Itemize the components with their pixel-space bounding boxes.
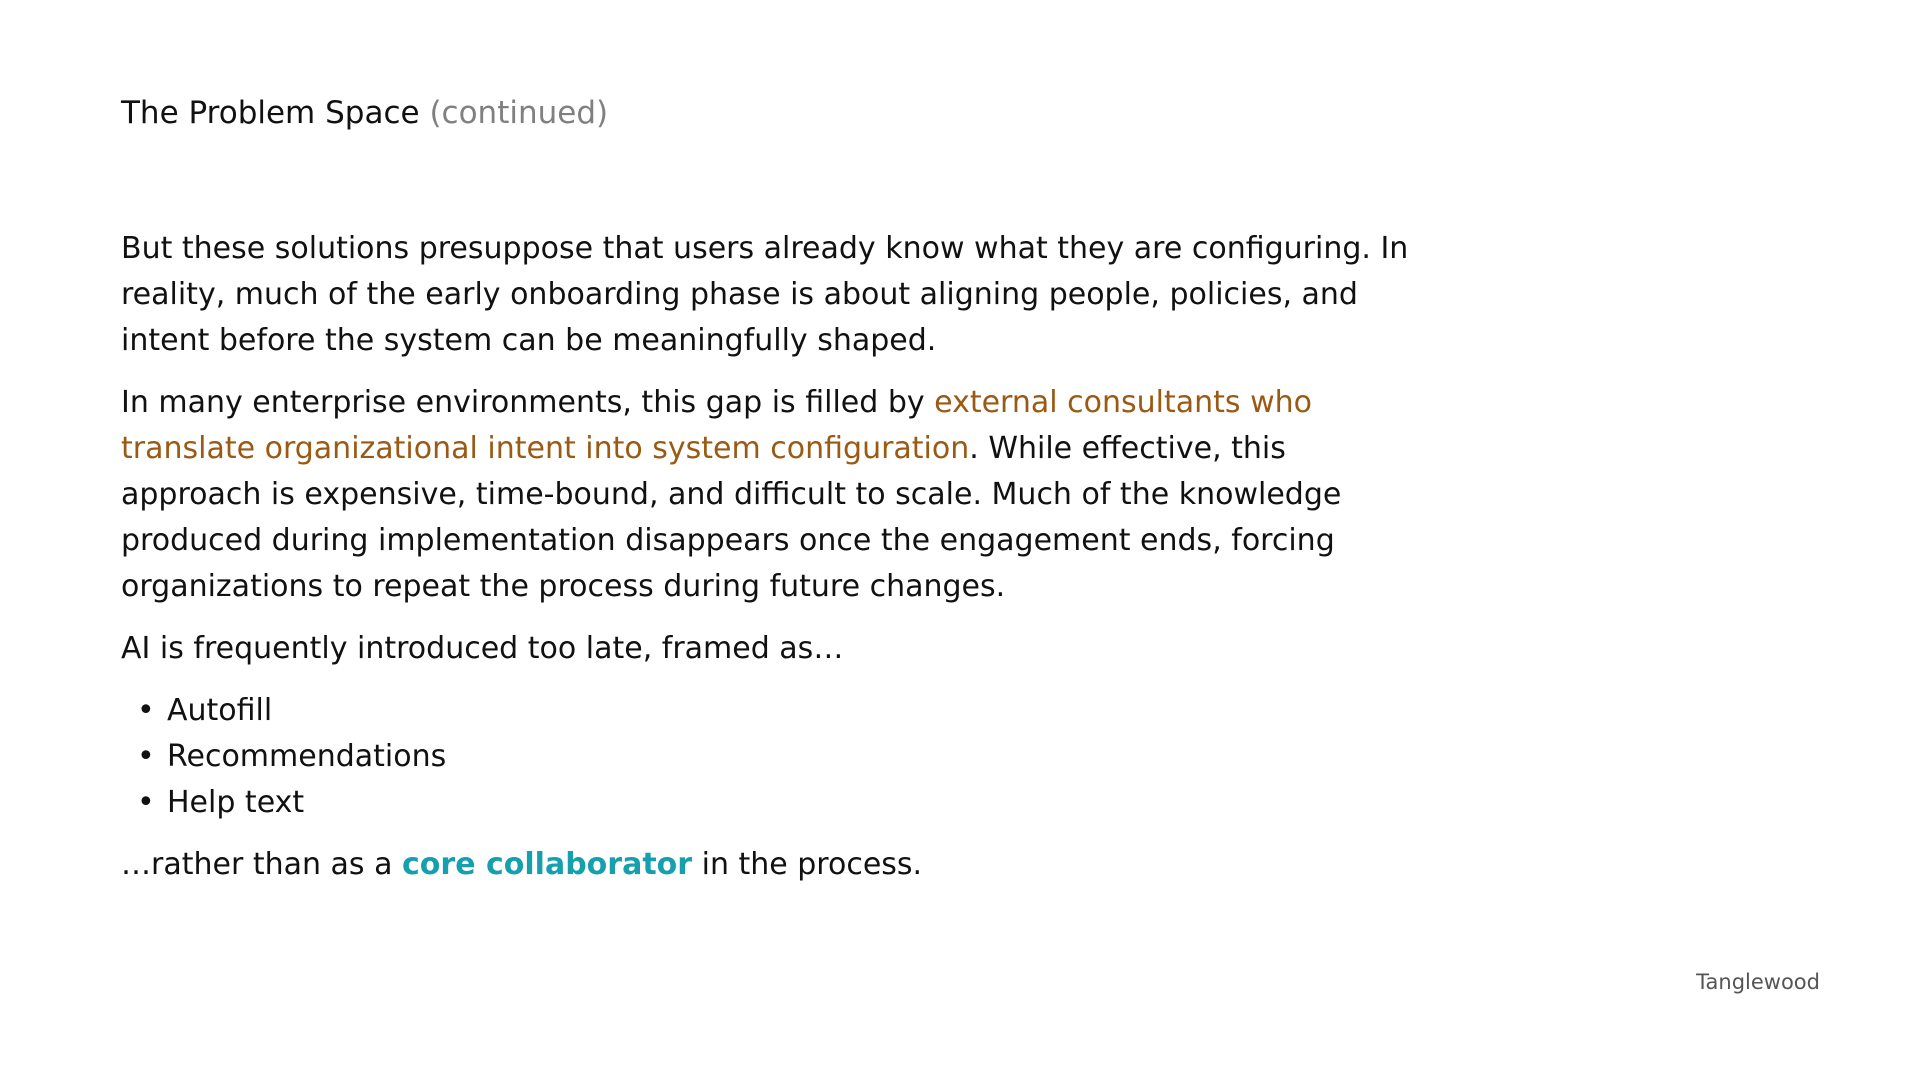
closing-highlight: core collaborator — [402, 847, 693, 882]
bullet-text: Help text — [167, 785, 305, 820]
bullet-item — [121, 734, 1421, 780]
bullet-text: Autofill — [167, 693, 273, 728]
bullet-item — [121, 780, 1421, 826]
closing-lead: …rather than as a — [121, 847, 403, 882]
paragraph-1: But these solutions presuppose that users already know what they are configuring. In reality, much of the early onboarding phase is about aligning people, policies, and intent before the system can be meaningfully shaped. — [121, 231, 1409, 358]
bullet-dot-icon: • — [137, 739, 155, 774]
title-main: The Problem Space — [121, 95, 420, 131]
bullet-dot-icon: • — [137, 693, 155, 728]
bullet-list — [121, 688, 1421, 826]
paragraph-2-lead: In many enterprise environments, this gap is filled by — [121, 385, 935, 420]
paragraph-2-highlight: external consultants who translate organizational intent into system configuration — [121, 385, 1312, 466]
bullet-text: Recommendations — [167, 739, 447, 774]
slide-body — [121, 226, 1421, 904]
paragraph-2-tail: . While effective, this approach is expensive, time-bound, and difficult to scale. Much of the knowledge produced during implementation disappears once the engagement ends, forcing organizations to repeat the process during future changes. — [121, 431, 1342, 604]
closing-paragraph — [121, 842, 1421, 888]
paragraph-3: AI is frequently introduced too late, framed as… — [121, 631, 844, 666]
closing-tail: in the process. — [692, 847, 923, 882]
slide-title — [121, 92, 608, 134]
paragraph-2 — [121, 380, 1421, 610]
bullet-dot-icon: • — [137, 785, 155, 820]
footer-brand: Tanglewood — [1696, 970, 1820, 994]
title-suffix: (continued) — [429, 95, 609, 131]
bullet-item — [121, 688, 1421, 734]
